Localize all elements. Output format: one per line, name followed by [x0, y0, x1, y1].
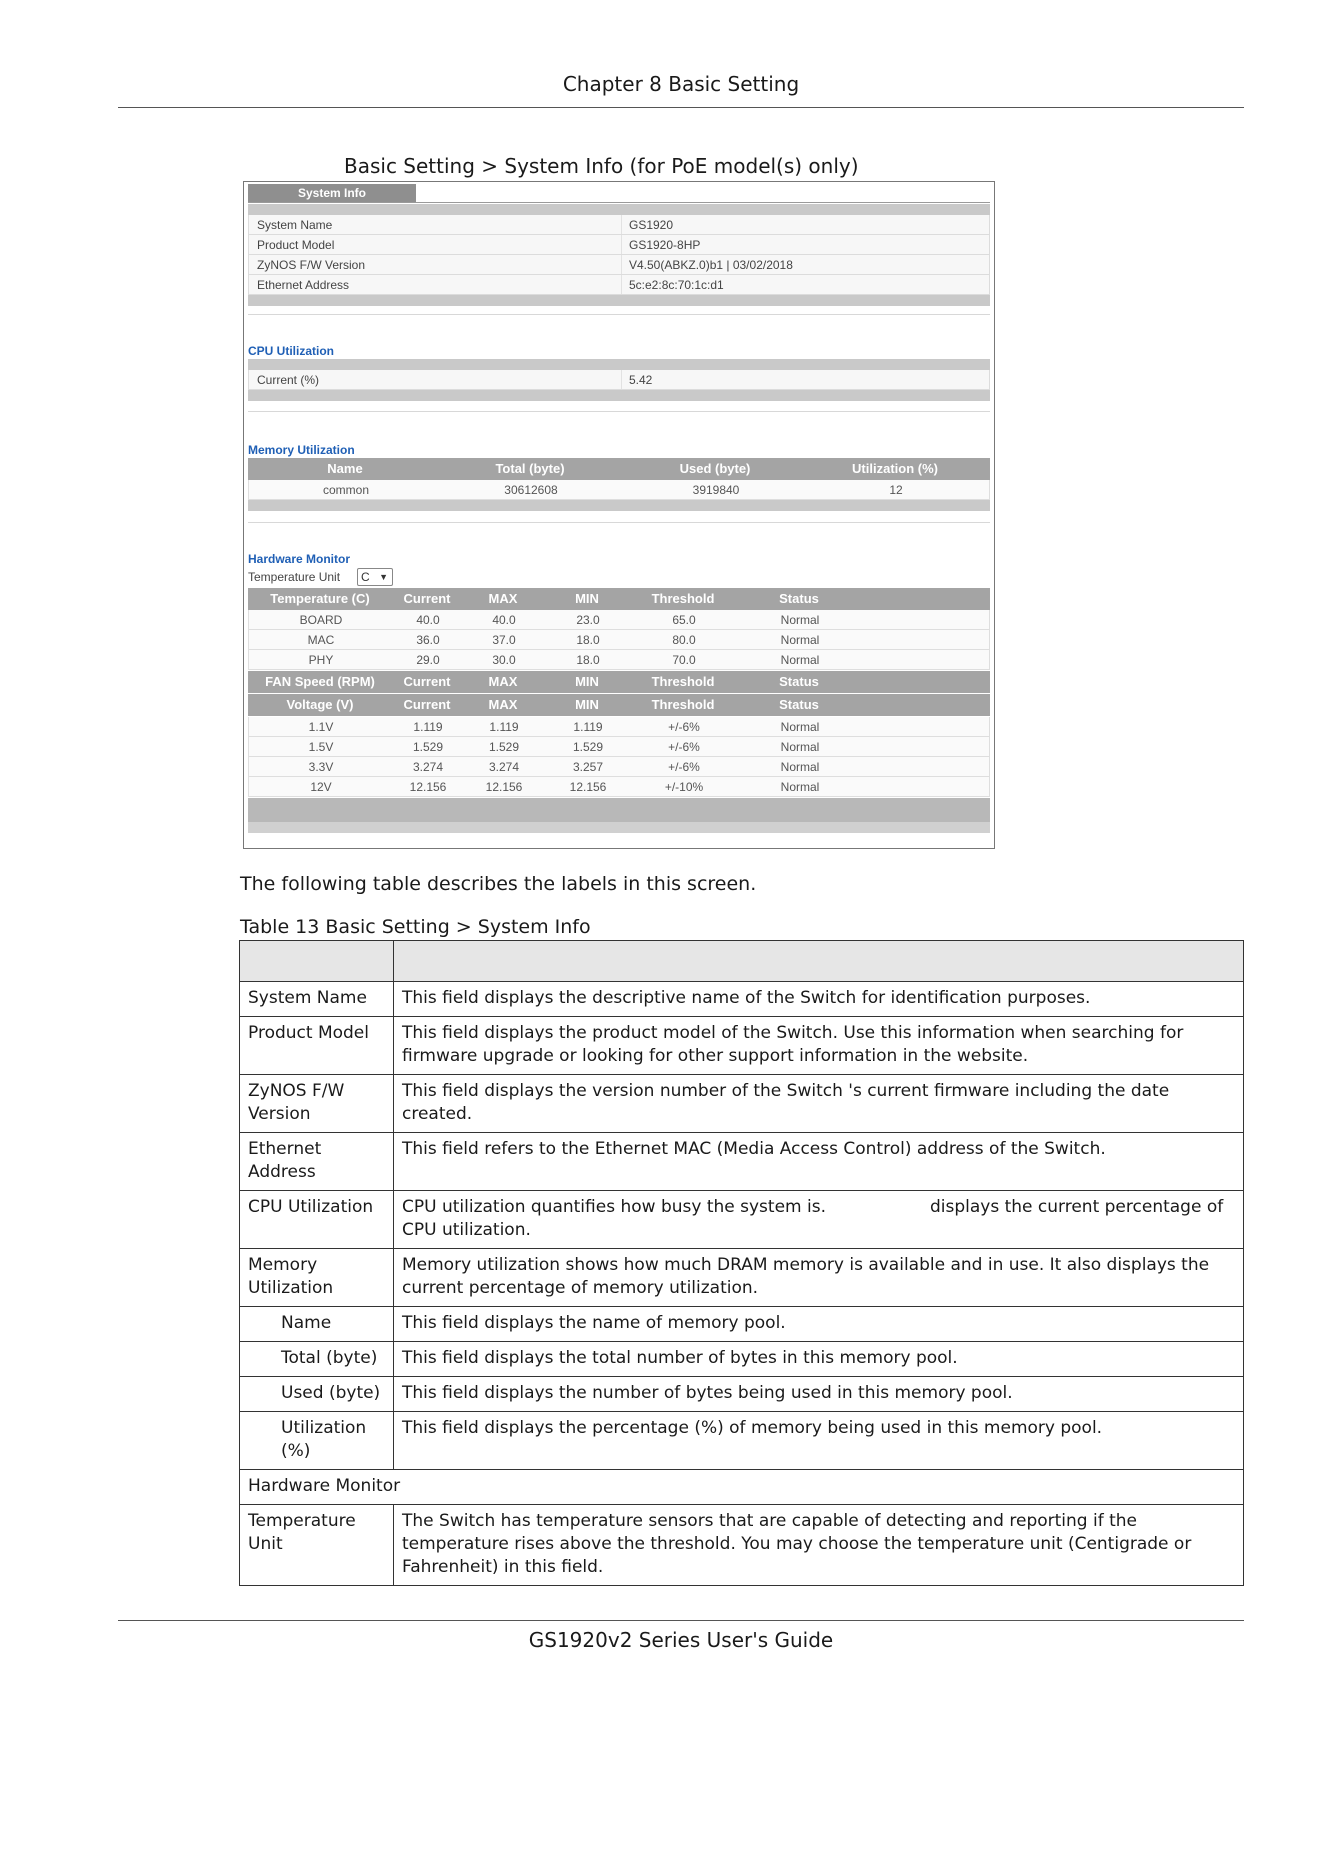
row-description: This field displays the total number of bytes in this memory pool. [394, 1342, 1244, 1377]
row-description: The Switch has temperature sensors that are capable of detecting and reporting if the temperature rises above the threshold. You may choose the temperature unit (Centigrade or Fahrenheit) in this field. [394, 1505, 1244, 1586]
temperature-row-mac: MAC 36.0 37.0 18.0 80.0 Normal [248, 630, 990, 650]
tab-system-info[interactable]: System Info [248, 184, 416, 203]
row-label: System Name [240, 982, 394, 1017]
row-label: CPU Utilization [240, 1191, 394, 1249]
row-label: Total (byte) [240, 1342, 394, 1377]
page-header: Chapter 8 Basic Setting [118, 72, 1244, 108]
row-section-label: Hardware Monitor [240, 1470, 1244, 1505]
section-bar [248, 500, 990, 511]
row-label: Temperature Unit [240, 1505, 394, 1586]
temperature-unit-label: Temperature Unit [248, 570, 341, 584]
figure-caption: Basic Setting > System Info (for PoE model(s) only) [344, 154, 859, 178]
row-label: Utilization (%) [240, 1412, 394, 1470]
voltage-row-12v: 12V 12.156 12.156 12.156 +/-10% Normal [248, 777, 990, 797]
memory-table-header: Name Total (byte) Used (byte) Utilization (%) [248, 458, 990, 480]
voltage-table-header: Voltage (V) Current MAX MIN Threshold Status [248, 694, 990, 716]
table-row [240, 1412, 1244, 1470]
table-row [240, 1470, 1244, 1505]
row-label: Memory Utilization [240, 1249, 394, 1307]
cpu-current-row: Current (%) 5.42 [248, 370, 990, 390]
table-row [240, 1342, 1244, 1377]
section-bar [248, 359, 990, 370]
row-description: This field displays the version number of the Switch 's current firmware including the date created. [394, 1075, 1244, 1133]
temperature-row-phy: PHY 29.0 30.0 18.0 70.0 Normal [248, 650, 990, 670]
memory-utilization-title: Memory Utilization [248, 443, 355, 457]
chevron-down-icon: ▼ [379, 572, 388, 582]
row-description: This field refers to the Ethernet MAC (Media Access Control) address of the Switch. [394, 1133, 1244, 1191]
table-row [240, 982, 1244, 1017]
table-row [240, 1505, 1244, 1586]
section-bar [248, 798, 990, 822]
voltage-row-1-5v: 1.5V 1.529 1.529 1.529 +/-6% Normal [248, 737, 990, 757]
page-footer: GS1920v2 Series User's Guide [118, 1620, 1244, 1652]
temperature-row-board: BOARD 40.0 40.0 23.0 65.0 Normal [248, 610, 990, 630]
row-description: This field displays the name of memory pool. [394, 1307, 1244, 1342]
table-row [240, 1133, 1244, 1191]
intro-text: The following table describes the labels in this screen. [240, 873, 757, 895]
row-label: Used (byte) [240, 1377, 394, 1412]
voltage-row-3-3v: 3.3V 3.274 3.274 3.257 +/-6% Normal [248, 757, 990, 777]
header-cell-description [394, 941, 1244, 982]
tab-underline [248, 202, 990, 203]
cpu-utilization-title: CPU Utilization [248, 344, 334, 358]
table-header-row [240, 941, 1244, 982]
row-description: Memory utilization shows how much DRAM memory is available and in use. It also displays the current percentage of memory utilization. [394, 1249, 1244, 1307]
row-description: This field displays the percentage (%) of memory being used in this memory pool. [394, 1412, 1244, 1470]
divider [248, 522, 990, 523]
info-row-ethernet-address: Ethernet Address 5c:e2:8c:70:1c:d1 [248, 275, 990, 295]
divider [248, 411, 990, 412]
section-bar [248, 295, 990, 306]
section-bar [248, 204, 990, 215]
table-row [240, 1249, 1244, 1307]
divider [248, 314, 990, 315]
table-caption: Table 13 Basic Setting > System Info [240, 916, 591, 938]
hardware-monitor-title: Hardware Monitor [248, 552, 351, 566]
memory-row: common 30612608 3919840 12 [248, 480, 990, 500]
section-bar [248, 390, 990, 401]
row-description: This field displays the descriptive name of the Switch for identification purposes. [394, 982, 1244, 1017]
row-label: Ethernet Address [240, 1133, 394, 1191]
row-description: CPU utilization quantifies how busy the system is. displays the current percentage of CPU utilization. [394, 1191, 1244, 1249]
row-label: ZyNOS F/W Version [240, 1075, 394, 1133]
header-cell-label [240, 941, 394, 982]
table-row [240, 1377, 1244, 1412]
table-row [240, 1075, 1244, 1133]
section-bar [248, 822, 990, 833]
info-row-product-model: Product Model GS1920-8HP [248, 235, 990, 255]
labels-description-table [239, 940, 1244, 1586]
row-label: Product Model [240, 1017, 394, 1075]
system-info-screen [243, 181, 995, 849]
voltage-row-1-1v: 1.1V 1.119 1.119 1.119 +/-6% Normal [248, 717, 990, 737]
row-description: This field displays the number of bytes being used in this memory pool. [394, 1377, 1244, 1412]
row-label: Name [240, 1307, 394, 1342]
row-description: This field displays the product model of the Switch. Use this information when searching for firmware upgrade or looking for other support information in the website. [394, 1017, 1244, 1075]
info-row-system-name: System Name GS1920 [248, 215, 990, 235]
table-row [240, 1017, 1244, 1075]
temperature-unit-select[interactable]: C ▼ [357, 568, 393, 586]
table-row [240, 1191, 1244, 1249]
info-row-firmware-version: ZyNOS F/W Version V4.50(ABKZ.0)b1 | 03/02/2018 [248, 255, 990, 275]
temperature-table-header: Temperature (C) Current MAX MIN Threshold Status [248, 588, 990, 610]
fan-speed-table-header: FAN Speed (RPM) Current MAX MIN Threshold Status [248, 671, 990, 693]
table-row [240, 1307, 1244, 1342]
